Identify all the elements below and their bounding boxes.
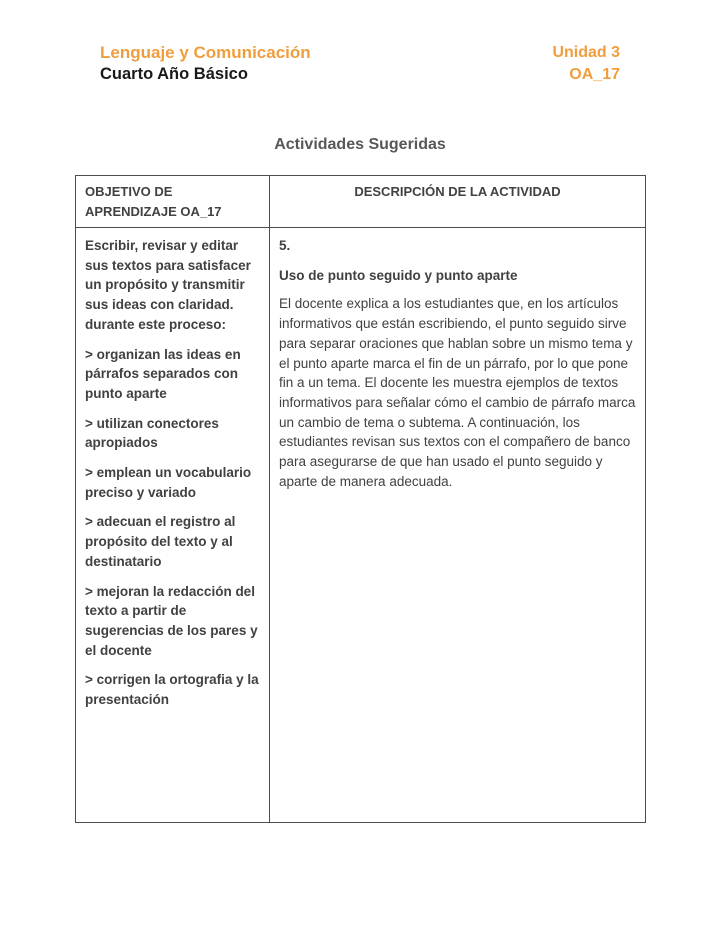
objective-column-header xyxy=(76,176,270,228)
learning-objective-cell xyxy=(76,228,270,823)
document-header xyxy=(0,0,720,86)
grade-title: Cuarto Año Básico xyxy=(100,65,248,84)
table-header-row xyxy=(76,176,646,228)
unit-label: Unidad 3 xyxy=(552,44,620,61)
objective-bullet: > emplean un vocabulario preciso y variado xyxy=(85,465,252,500)
objective-bullet: > adecuan el registro al propósito del texto y al destinatario xyxy=(85,514,236,569)
oa-code-label: OA_17 xyxy=(569,65,620,83)
page-title: Actividades Sugeridas xyxy=(274,135,446,153)
activity-number: 5. xyxy=(279,238,291,253)
description-column-header: DESCRIPCIÓN DE LA ACTIVIDAD xyxy=(270,176,646,228)
header-left-block xyxy=(100,42,311,86)
objective-bullet: > corrigen la ortografia y la presentación xyxy=(85,672,259,708)
objective-bullet: > utilizan conectores apropiados xyxy=(85,415,219,451)
table-body-row xyxy=(76,228,646,823)
activity-description-text: El docente explica a los estudiantes que, en los artículos informativos que están escribiendo, el punto seguido sirve para separar oraciones que hablan sobre un mismo tema y el punto aparte marca el fin de un párrafo, por lo que pone fin a un tema. El docente les muestra ejemplos de textos informativos para señalar cómo el cambio de párrafo marca un cambio de tema o subtema. A continuación, los estudiantes revisan sus textos con el compañero de banco para asegurarse de que han usado el punto seguido y aparte de manera adecuada. xyxy=(279,296,636,489)
objective-intro-text: Escribir, revisar y editar sus textos para satisfacer un propósito y transmitir sus ideas con claridad. durante este proceso: xyxy=(85,238,251,332)
objective-bullet: > mejoran la redacción del texto a partir de sugerencias de los pares y el docente xyxy=(85,583,258,658)
suggested-activities-table xyxy=(75,175,646,823)
header-right-block xyxy=(552,42,620,85)
objective-column-header-text: OBJETIVO DE APRENDIZAJE OA_17 xyxy=(85,184,222,219)
activity-description-cell xyxy=(270,228,646,823)
objective-bullet: > organizan las ideas en párrafos separados con punto aparte xyxy=(85,346,241,401)
activity-title: Uso de punto seguido y punto aparte xyxy=(279,267,518,283)
subject-title: Lenguaje y Comunicación xyxy=(100,43,311,62)
